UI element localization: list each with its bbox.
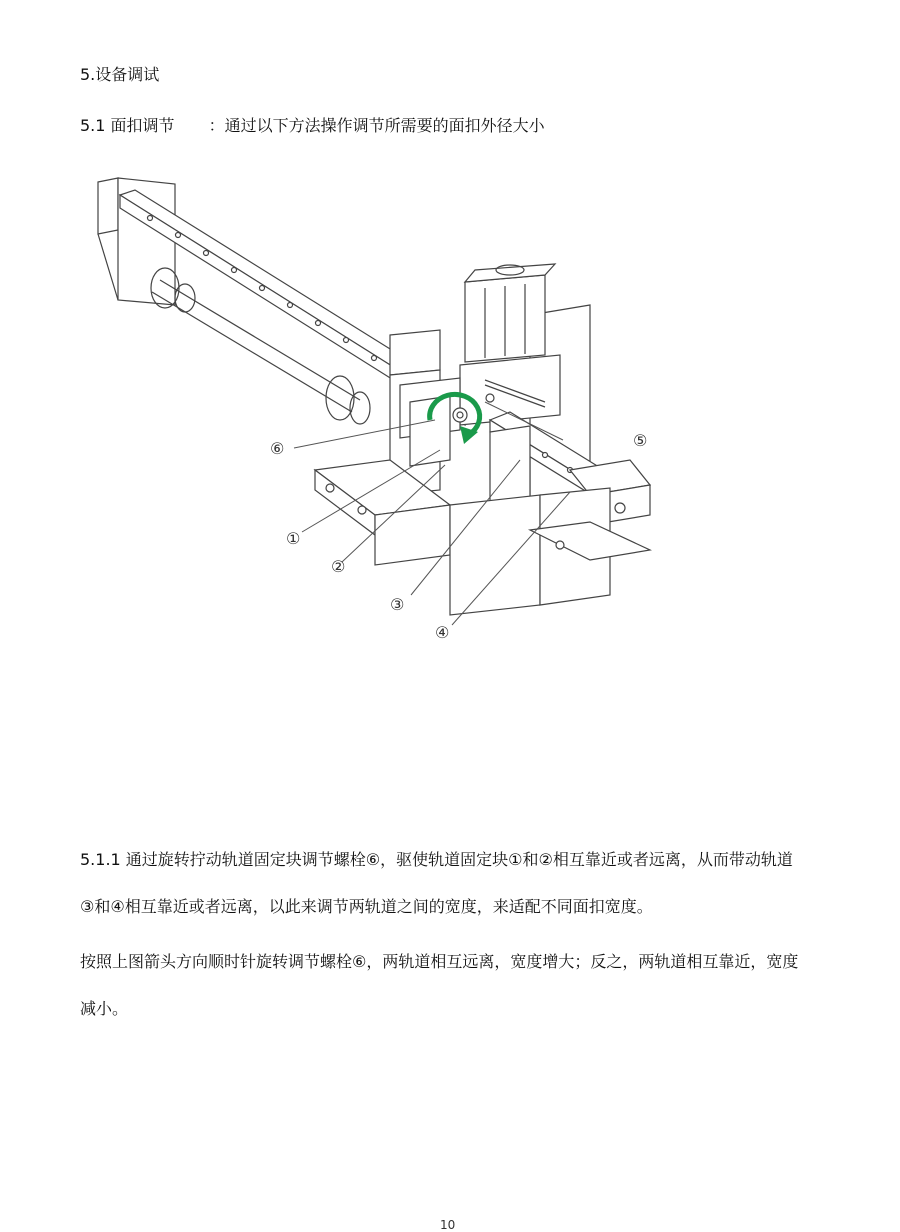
section-heading: 5.设备调试	[80, 65, 160, 84]
equipment-diagram	[90, 170, 670, 650]
callout-6: ⑥	[270, 439, 285, 458]
machine-drawing	[98, 178, 650, 615]
paragraph-2-line-1: 按照上图箭头方向顺时针旋转调节螺栓⑥，两轨道相互远离，宽度增大；反之，两轨道相互靠近，宽度	[80, 952, 799, 971]
paragraph-1-line-2: ③和④相互靠近或者远离，以此来调节两轨道之间的宽度，来适配不同面扣宽度。	[80, 897, 653, 916]
subsection-heading	[80, 115, 545, 137]
subsection-title: 面扣调节	[110, 116, 175, 135]
subsection-number: 5.1	[80, 116, 106, 135]
callout-3: ③	[390, 595, 405, 614]
callout-4: ④	[435, 623, 450, 642]
paragraph-2-line-2: 减小。	[80, 999, 129, 1018]
subsection-description: ：通过以下方法操作调节所需要的面扣外径大小	[208, 116, 545, 135]
callout-5: ⑤	[633, 431, 648, 450]
page-number: 10	[440, 1218, 456, 1232]
callout-2: ②	[331, 557, 346, 576]
callout-1: ①	[286, 529, 301, 548]
paragraph-1-line-1: 5.1.1 通过旋转拧动轨道固定块调节螺栓⑥，驱使轨道固定块①和②相互靠近或者远离，从而带动轨道	[80, 850, 793, 869]
